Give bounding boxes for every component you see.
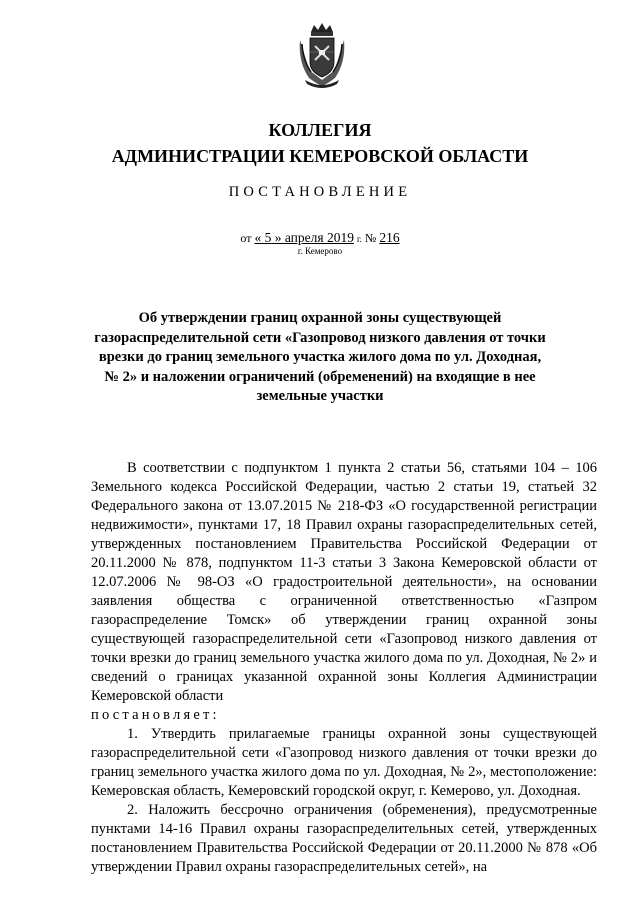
date-close-quote: »: [274, 230, 282, 245]
date-open-quote: «: [254, 230, 262, 245]
organization-name-line2: АДМИНИСТРАЦИИ КЕМЕРОВСКОЙ ОБЛАСТИ: [111, 146, 529, 166]
date-day-field: [254, 230, 353, 245]
document-date-line: [0, 230, 640, 246]
date-year-suffix: г.: [356, 234, 362, 244]
item-2-paragraph: 2. Наложить бессрочно ограничения (обременения), предусмотренные пунктами 14-16 Правил охраны газораспределительных сетей, утвержденных постановлением Правительства Российской Федерации от 20.11.2000 № 878 «Об утверждении Правил охраны газораспределительных сетей», на: [91, 802, 597, 875]
date-prefix: от: [240, 231, 252, 245]
document-type: ПОСТАНОВЛЕНИЕ: [228, 184, 412, 200]
document-city: г. Кемерово: [297, 246, 343, 256]
decree-word: постановляет:: [91, 707, 220, 723]
organization-name-line1: КОЛЛЕГИЯ: [268, 120, 372, 140]
number-sign: №: [364, 231, 377, 245]
coat-of-arms-emblem: [297, 22, 347, 88]
document-title: Об утверждении границ охранной зоны существующей газораспределительной сети «Газопровод низкого давления от точки врезки до границ земельного участка жилого дома по ул. Доходная, № 2» и наложении ограничений (обременений) на входящие в нее земельные участки: [94, 310, 546, 404]
date-month-year: апреля 2019: [284, 230, 354, 245]
document-number: 216: [379, 230, 400, 245]
preamble-paragraph: В соответствии с подпунктом 1 пункта 2 статьи 56, статьями 104 – 106 Земельного кодекса Российской Федерации, частью 2 статьи 19, статьей 32 Федерального закона от 13.07.2015 № 218-ФЗ «О государственной регистрации недвижимости», пунктами 17, 18 Правил охраны газораспределительных сетей, утвержденных постановлением Правительства Российской Федерации от 20.11.2000 № 878, подпунктом 11-3 статьи 3 Закона Кемеровской области от 12.07.2006 № 98-ОЗ «О градостроительной деятельности», на основании заявления общества с ограниченной ответственностью «Газпром газораспределение Томск» об утверждении границ охранной зоны существующей газораспределительной сети «Газопровод низкого давления от точки врезки до границ земельного участка жилого дома по ул. Доходная, № 2» и сведений о границах указанной охранной зоны Коллегия Администрации Кемеровской области: [91, 460, 597, 704]
item-1-paragraph: 1. Утвердить прилагаемые границы охранной зоны существующей газораспределительной сети «Газопровод низкого давления от точки врезки до границ земельного участка жилого дома по ул. Доходная, № 2», местоположение: Кемеровская область, Кемеровский городской округ, г. Кемерово, ул. Доходная.: [91, 726, 597, 799]
document-body: [91, 459, 597, 877]
date-day: 5: [264, 230, 272, 245]
